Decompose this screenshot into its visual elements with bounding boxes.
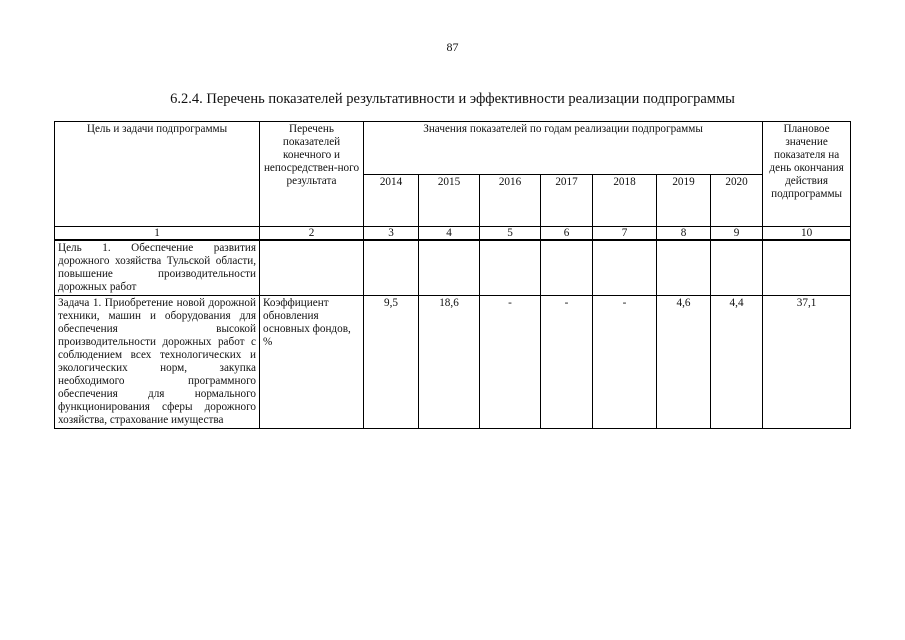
value-cell: - xyxy=(541,296,593,429)
header-row-1 xyxy=(55,122,851,175)
value-cell: 4,6 xyxy=(657,296,711,429)
column-number: 10 xyxy=(763,227,851,241)
planned-cell: 37,1 xyxy=(763,296,851,429)
value-cell: 9,5 xyxy=(364,296,419,429)
column-number: 4 xyxy=(419,227,480,241)
value-cell: 4,4 xyxy=(711,296,763,429)
value-cell xyxy=(541,240,593,296)
column-number: 7 xyxy=(593,227,657,241)
column-number: 8 xyxy=(657,227,711,241)
value-cell: - xyxy=(480,296,541,429)
section-title: 6.2.4. Перечень показателей результативности и эффективности реализации подпрограммы xyxy=(170,91,735,107)
header-year: 2020 xyxy=(711,174,763,227)
header-values-by-year: Значения показателей по годам реализации подпрограммы xyxy=(364,122,763,175)
indicators-table xyxy=(54,121,851,429)
header-year: 2015 xyxy=(419,174,480,227)
value-cell: 18,6 xyxy=(419,296,480,429)
header-year: 2016 xyxy=(480,174,541,227)
page-number: 87 xyxy=(446,40,459,54)
value-cell xyxy=(711,240,763,296)
value-cell xyxy=(364,240,419,296)
header-indicators: Перечень показателей конечного и непосредствен-ного результата xyxy=(260,122,364,227)
column-number: 5 xyxy=(480,227,541,241)
value-cell: - xyxy=(593,296,657,429)
value-cell xyxy=(593,240,657,296)
indicator-cell: Коэффициент обновления основных фондов, % xyxy=(260,296,364,429)
column-number: 3 xyxy=(364,227,419,241)
table-row-task xyxy=(55,296,851,429)
header-planned: Плановое значение показателя на день окончания действия подпрограммы xyxy=(763,122,851,227)
column-number: 1 xyxy=(55,227,260,241)
task-cell: Задача 1. Приобретение новой дорожной техники, машин и оборудования для обеспечения высокой производительности дорожных работ с соблюдением всех технологических и экологических норм, закупка необходимого программного обеспечения для нормального функционирования сферы дорожного хозяйства, страхование имущества xyxy=(55,296,260,429)
value-cell xyxy=(480,240,541,296)
header-year: 2019 xyxy=(657,174,711,227)
header-year: 2014 xyxy=(364,174,419,227)
value-cell xyxy=(419,240,480,296)
header-year: 2018 xyxy=(593,174,657,227)
header-year: 2017 xyxy=(541,174,593,227)
column-number: 2 xyxy=(260,227,364,241)
indicator-cell xyxy=(260,240,364,296)
column-number-row xyxy=(55,227,851,241)
column-number: 6 xyxy=(541,227,593,241)
goal-cell: Цель 1. Обеспечение развития дорожного хозяйства Тульской области, повышение производительности дорожных работ xyxy=(55,240,260,296)
value-cell xyxy=(657,240,711,296)
table-row-goal xyxy=(55,240,851,296)
header-goal: Цель и задачи подпрограммы xyxy=(55,122,260,227)
planned-cell xyxy=(763,240,851,296)
column-number: 9 xyxy=(711,227,763,241)
